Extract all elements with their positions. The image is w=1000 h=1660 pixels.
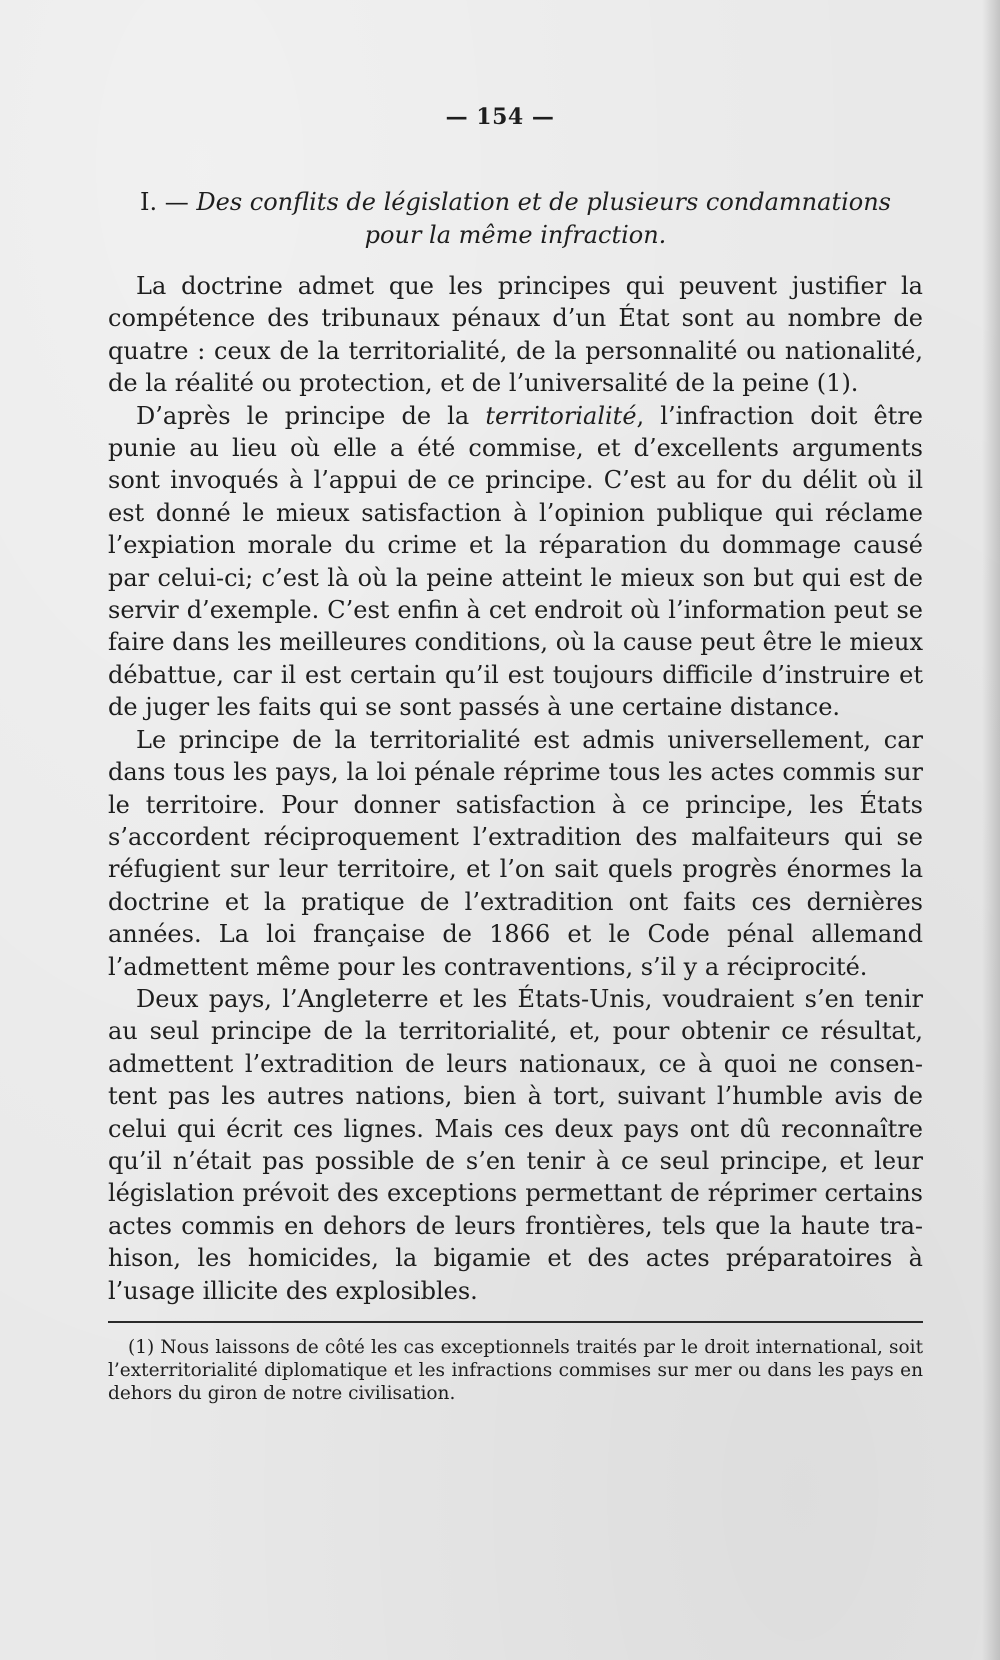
page-number: — 154 — [445,104,555,130]
body-text [108,270,923,1307]
page-edge-shadow [982,0,1000,1660]
paragraph: Le principe de la territorialité est admis universellement, car dans tous les pays, la loi pénale réprime tous les actes commis sur le territoire. Pour donner satisfaction à ce principe, les États s’accordent réciproquement l’extradition des malfaiteurs qui se réfugient sur leur territoire, et l’on sait quels progrès énormes la doctrine et la pratique de l’extradition ont faits ces dernières années. La loi française de 1866 et le Code pénal allemand l’admettent même pour les contraventions, s’il y a réciprocité. [108,725,923,981]
section-heading [108,186,923,252]
paragraph: La doctrine admet que les principes qui peuvent justifier la compétence des tribunaux pénaux d’un État sont au nombre de quatre : ceux de la territorialité, de la personnalité ou nationalité, de la réalité ou protection, et de l’universalité de la peine (1). [108,272,923,398]
footnote-divider [108,1321,923,1323]
paragraph: D’après le principe de la territorialité, l’infraction doit être punie au lieu où elle a été commise, et d’excellents arguments sont invoqués à l’appui de ce principe. C’est au for du délit où il est donné le mieux satisfaction à l’opinion publique qui réclame l’expiation morale du crime et la réparation du dommage causé par celui-ci; c’est là où la peine atteint le mieux son but qui est de servir d’exemple. C’est enfin à cet endroit où l’information peut se faire dans les meilleures conditions, où la cause peut être le mieux débattue, car il est certain qu’il est toujours difficile d’instruire et de juger les faits qui se sont passés à une certaine distance. [108,401,923,722]
emphasized-term: territorialité [485,401,637,430]
section-numeral: I. — [140,188,197,216]
section-title: Des conflits de législation et de plusieurs condamnations pour la même infraction. [196,188,891,249]
footnote [108,1336,923,1405]
paragraph: Deux pays, l’Angleterre et les États-Unis, voudraient s’en tenir au seul principe de la territorialité, et, pour obtenir ce résultat, admettent l’extradition de leurs nationaux, ce à quoi ne consentent pas les autres nations, bien à tort, suivant l’humble avis de celui qui écrit ces lignes. Mais ces deux pays ont dû reconnaître qu’il n’était pas possible de s’en tenir à ce seul principe, et leur législation prévoit des exceptions permettant de réprimer certains actes commis en dehors de leurs frontières, tels que la haute trahison, les homicides, la bigamie et des actes préparatoires à l’usage illicite des explosibles. [108,984,923,1305]
footnote-text: (1) Nous laissons de côté les cas exceptionnels traités par le droit international, soit l’exterritorialité diplomatique et les infractions commises sur mer ou dans les pays en dehors du giron de notre civilisation. [108,1337,923,1404]
